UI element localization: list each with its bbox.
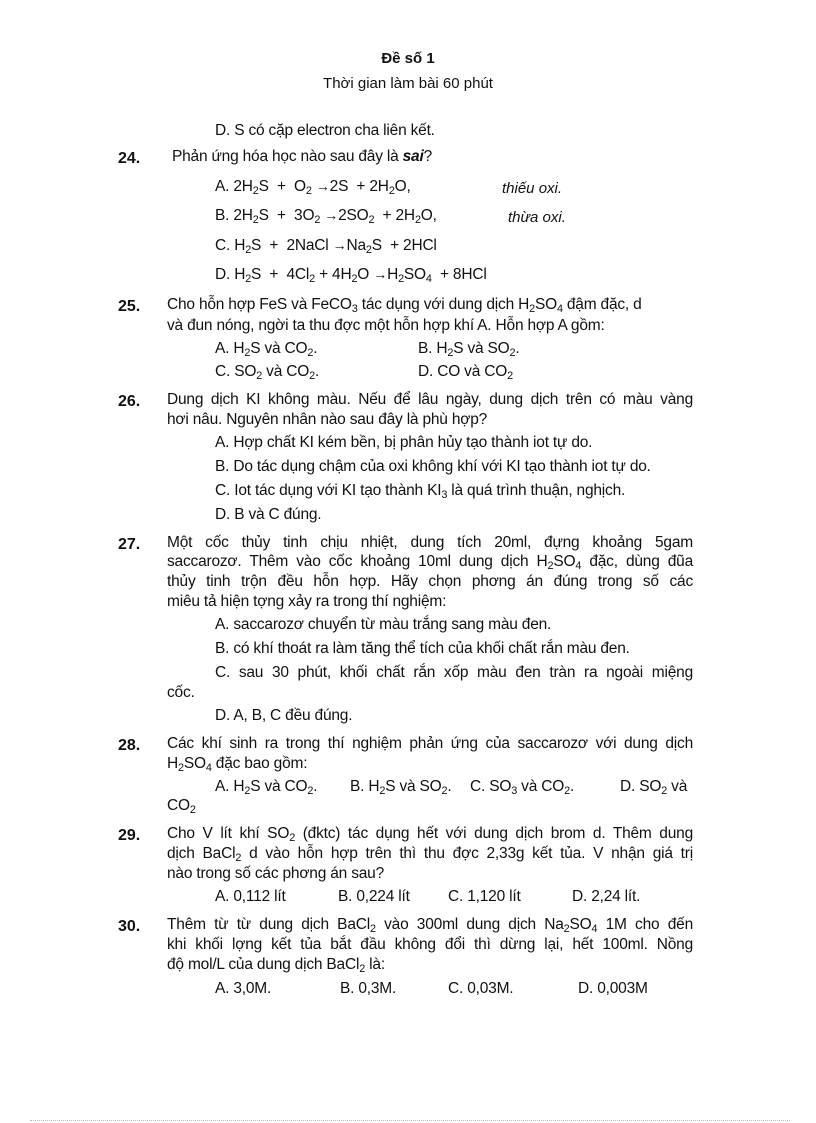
- q30-stem-line2: khi khối lợng kết tủa bắt đầu không đổi thì dừng lại, hết 100ml. Nồng: [167, 936, 693, 953]
- arrow-icon: →: [315, 178, 330, 194]
- page-subtitle: Thời gian làm bài 60 phút: [323, 75, 493, 92]
- q27-option-c: C. sau 30 phút, khối chất rắn xốp màu đen tràn ra ngoài miệng: [215, 664, 693, 681]
- page-bottom-divider: [30, 1120, 790, 1121]
- q27-option-d: D. A, B, C đều đúng.: [215, 707, 353, 724]
- arrow-icon: →: [324, 207, 339, 223]
- q25-option-d: D. CO và $CO_2$: [418, 363, 513, 382]
- q28-option-c: C. $SO_3$ và $CO_2$.: [470, 778, 575, 797]
- q27-stem-line4: miêu tả hiện tợng xảy ra trong thí nghiệm:: [167, 593, 447, 610]
- q28-stem-line1: Các khí sinh ra trong thí nghiệm phản ứng của saccarozơ với dung dịch: [167, 735, 693, 752]
- q25-option-c: C. $SO_2$ và $CO_2$.: [215, 363, 320, 382]
- q29-stem-line3: nào trong số các phơng án sau?: [167, 865, 385, 882]
- q30-option-d: D. 0,003M: [578, 980, 648, 997]
- q29-option-c: C. 1,120 lít: [448, 888, 521, 905]
- q26-stem-line1: Dung dịch KI không màu. Nếu để lâu ngày, dung dịch trên có màu vàng: [167, 391, 693, 408]
- q30-stem-line3: độ mol/L của dung dịch BaCl$_2$ là:: [167, 956, 385, 975]
- q29-option-d: D. 2,24 lít.: [572, 888, 641, 905]
- q30-number: 30.: [118, 918, 141, 935]
- q24-option-d: D. $H_2S + 4Cl_2 + 4H_2O \to H_2SO_4 + 8HCl$: [215, 266, 487, 285]
- arrow-icon: →: [332, 237, 347, 253]
- q29-option-b: B. 0,224 lít: [338, 888, 410, 905]
- arrow-icon: →: [373, 266, 388, 282]
- q24-stem-emphasis: sai: [402, 148, 424, 165]
- q24-option-a-note: thiếu oxi.: [502, 180, 563, 197]
- q29-stem-line1: Cho V lít khí $SO_2$ (đktc) tác dụng hết với dung dịch brom d. Thêm dung: [167, 825, 693, 844]
- q27-option-b: B. có khí thoát ra làm tăng thể tích của khối chất rắn màu đen.: [215, 640, 630, 657]
- q25-stem-line1: Cho hỗn hợp FeS và FeCO$_3$ tác dụng với dung dịch $H_2SO_4$ đậm đặc, d: [167, 296, 642, 315]
- q27-number: 27.: [118, 536, 141, 553]
- q28-option-d-cont: $CO_2$: [167, 797, 196, 816]
- q24-stem: Phản ứng hóa học nào sau đây là sai?: [172, 148, 433, 165]
- q24-option-b-note: thừa oxi.: [508, 209, 566, 226]
- q26-option-b: B. Do tác dụng chậm của oxi không khí với KI tạo thành iot tự do.: [215, 458, 651, 475]
- q30-option-a: A. 3,0M.: [215, 980, 272, 997]
- q28-option-a: A. $H_2S$ và $CO_2$.: [215, 778, 318, 797]
- q30-option-c: C. 0,03M.: [448, 980, 514, 997]
- q24-option-c: C. $H_2S$ + 2NaCl $\to Na_2S + 2HCl$: [215, 237, 437, 256]
- q25-option-b: B. $H_2S$ và $SO_2$.: [418, 340, 520, 359]
- q27-option-c-cont: cốc.: [167, 684, 195, 701]
- q24-option-a: A. $2H_2S + O_2 \to 2S + 2H_2O$,: [215, 178, 411, 197]
- q30-option-b: B. 0,3M.: [340, 980, 397, 997]
- q24-option-b: B. $2H_2S + 3O_2 \to 2SO_2 + 2H_2O$,: [215, 207, 437, 226]
- q25-option-a: A. $H_2S$ và $CO_2$.: [215, 340, 318, 359]
- q28-number: 28.: [118, 737, 141, 754]
- q28-option-b: B. $H_2S$ và $SO_2$.: [350, 778, 452, 797]
- q26-stem-line2: hơi nâu. Nguyên nhân nào sau đây là phù hợp?: [167, 411, 488, 428]
- page-title: Đề số 1: [381, 50, 435, 67]
- q26-option-c: C. Iot tác dụng với KI tạo thành $KI_3$ là quá trình thuận, nghịch.: [215, 482, 626, 501]
- q26-option-a: A. Hợp chất KI kém bền, bị phân hủy tạo thành iot tự do.: [215, 434, 593, 451]
- q23-option-d: D. S có cặp electron cha liên kết.: [215, 122, 435, 139]
- q29-number: 29.: [118, 827, 141, 844]
- q26-number: 26.: [118, 393, 141, 410]
- q29-option-a: A. 0,112 lít: [215, 888, 286, 905]
- q29-stem-line2: dịch BaCl$_2$ d vào hỗn hợp trên thì thu đợc 2,33g kết tủa. V nhận giá trị: [167, 845, 693, 864]
- q30-stem-line1: Thêm từ từ dung dịch BaCl$_2$ vào 300ml dung dịch $Na_2SO_4$ 1M cho đến: [167, 916, 693, 935]
- q26-option-d: D. B và C đúng.: [215, 506, 322, 523]
- q27-stem-line2: saccarozơ. Thêm vào cốc khoảng 10ml dung dịch $H_2SO_4$ đặc, dùng đũa: [167, 553, 693, 572]
- q25-stem-line2: và đun nóng, ngời ta thu đợc một hỗn hợp khí A. Hỗn hợp A gồm:: [167, 317, 605, 334]
- q24-number: 24.: [118, 150, 141, 167]
- q25-number: 25.: [118, 298, 141, 315]
- q27-stem-line3: thủy tinh trộn đều hỗn hợp. Hãy chọn phơng án đúng trong số các: [167, 573, 693, 590]
- q28-stem-line2: $H_2SO_4$ đặc bao gồm:: [167, 755, 308, 774]
- q27-option-a: A. saccarozơ chuyển từ màu trắng sang màu đen.: [215, 616, 552, 633]
- q27-stem-line1: Một cốc thủy tinh chịu nhiệt, dung tích 20ml, đựng khoảng 5gam: [167, 534, 693, 551]
- q28-option-d: D. $SO_2$ và: [620, 778, 688, 797]
